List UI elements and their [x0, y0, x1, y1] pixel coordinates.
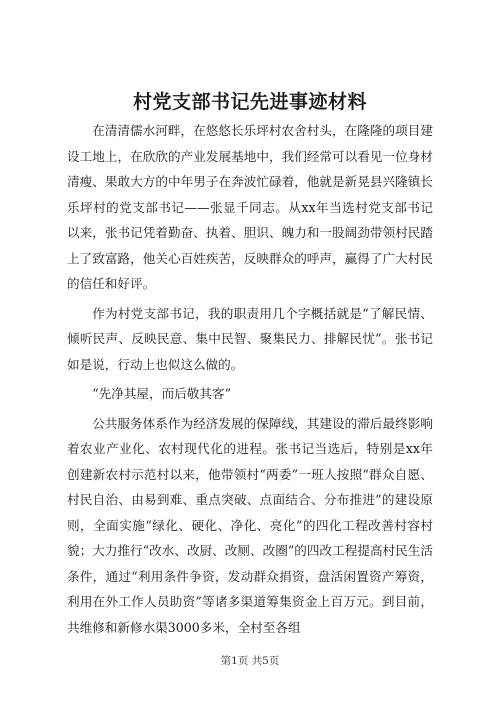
page-footer: 第1页 共5页: [220, 655, 280, 667]
paragraph-duty: 作为村党支部书记，我的职责用几个字概括就是“了解民情、倾听民声、反映民意、集中民智、聚集民力、排解民忧”。张书记如是说，行动上也似这么做的。: [67, 305, 433, 372]
document-title: 村党支部书记先进事迹材料: [132, 91, 367, 113]
paragraph-intro: 在清清儒水河畔，在悠悠长乐坪村农舍村头，在隆隆的项目建设工地上，在欣欣的产业发展基地中，我们经常可以看见一位身材清瘦、果敢大方的中年男子在奔波忙碌着，他就是新晃县兴隆镇长乐坪村的党支部书记——张显千同志。从xx年当选村党支部书记以来，张书记凭着勤奋、执着、胆识、魄力和一股阔劲带领村民踏上了致富路，他关心百姓疾苦，反映群众的呼声，赢得了广大村民的信任和好评。: [67, 123, 433, 291]
paragraph-public-service: 公共服务体系作为经济发展的保障线，其建设的滞后最终影响着农业产业化、农村现代化的进程。张书记当选后，特别是xx年创建新农村示范村以来，他带领村“两委”一班人按照“群众自愿、村民自治、由易到难、重点突破、点面结合、分布推进”的建设原则，全面实施“绿化、硬化、净化、亮化”的四化工程改善村容村貌；大力推行“改水、改厨、改厕、改圈”的四改工程提高村民生活条件，通过“利用条件争资，发动群众捐资，盘活闲置资产筹资，利用在外工作人员助资”等诸多渠道筹集资金上百万元。到目前，共维修和新修水渠3000多米，全村至各组: [67, 415, 433, 635]
document-body: [67, 118, 433, 640]
paragraph-subheading: “先净其屋，而后敬其客”: [92, 386, 232, 401]
